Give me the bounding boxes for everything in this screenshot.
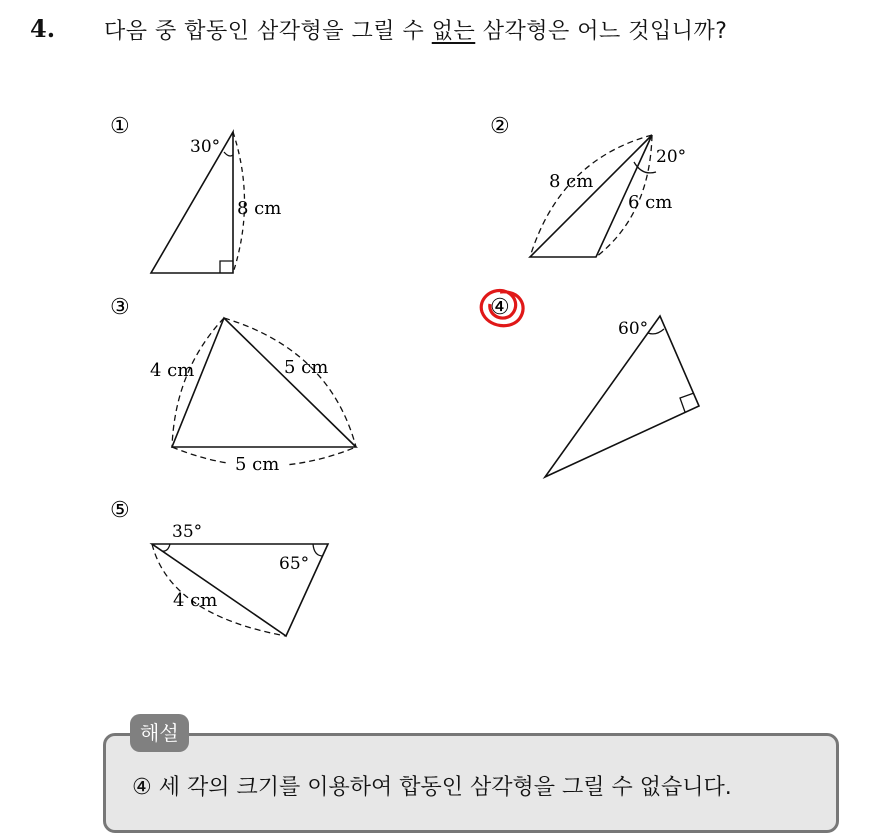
option-4[interactable] [481,291,699,477]
option-3-label: ③ [110,295,130,320]
option-4-angle-label: 60° [618,319,649,339]
option-3-triangle [172,318,356,447]
option-5-angle-arc-b [313,544,323,556]
option-3-side-c-label: 5 cm [235,454,280,475]
option-2-label: ② [490,114,510,139]
option-5-angle-arc-a [162,544,170,551]
option-2[interactable] [490,114,686,257]
option-5-angle-b-label: 65° [279,554,310,574]
option-2-angle-label: 20° [656,147,687,167]
question-number: 4. [30,14,56,43]
explanation-tag: 해설 [130,714,189,752]
option-5-label: ⑤ [110,498,130,523]
explanation-text: ④ 세 각의 크기를 이용하여 합동인 삼각형을 그릴 수 없습니다. [132,775,732,800]
question-text-after: 삼각형은 어느 것입니까? [475,19,728,44]
question-text-before: 다음 중 합동인 삼각형을 그릴 수 [104,19,432,44]
option-3-side-a-label: 4 cm [150,360,195,381]
option-1-side-label: 8 cm [237,198,282,219]
option-1-angle-arc [224,152,233,156]
option-1[interactable] [110,114,281,273]
option-5-side-label: 4 cm [173,590,218,611]
question-text-underlined: 없는 [431,19,476,44]
option-2-angle-arc [634,162,656,173]
option-4-triangle [545,316,699,477]
option-3[interactable] [110,295,356,475]
option-2-side-a-label: 8 cm [549,171,594,192]
option-5-angle-a-label: 35° [172,522,203,542]
option-5[interactable] [110,498,328,636]
option-1-angle-label: 30° [190,137,221,157]
option-4-label: ④ [490,295,510,320]
option-1-label: ① [110,114,130,139]
option-3-side-b-label: 5 cm [284,357,329,378]
option-1-right-angle-mark [220,261,233,273]
option-2-side-b-label: 6 cm [628,192,673,213]
